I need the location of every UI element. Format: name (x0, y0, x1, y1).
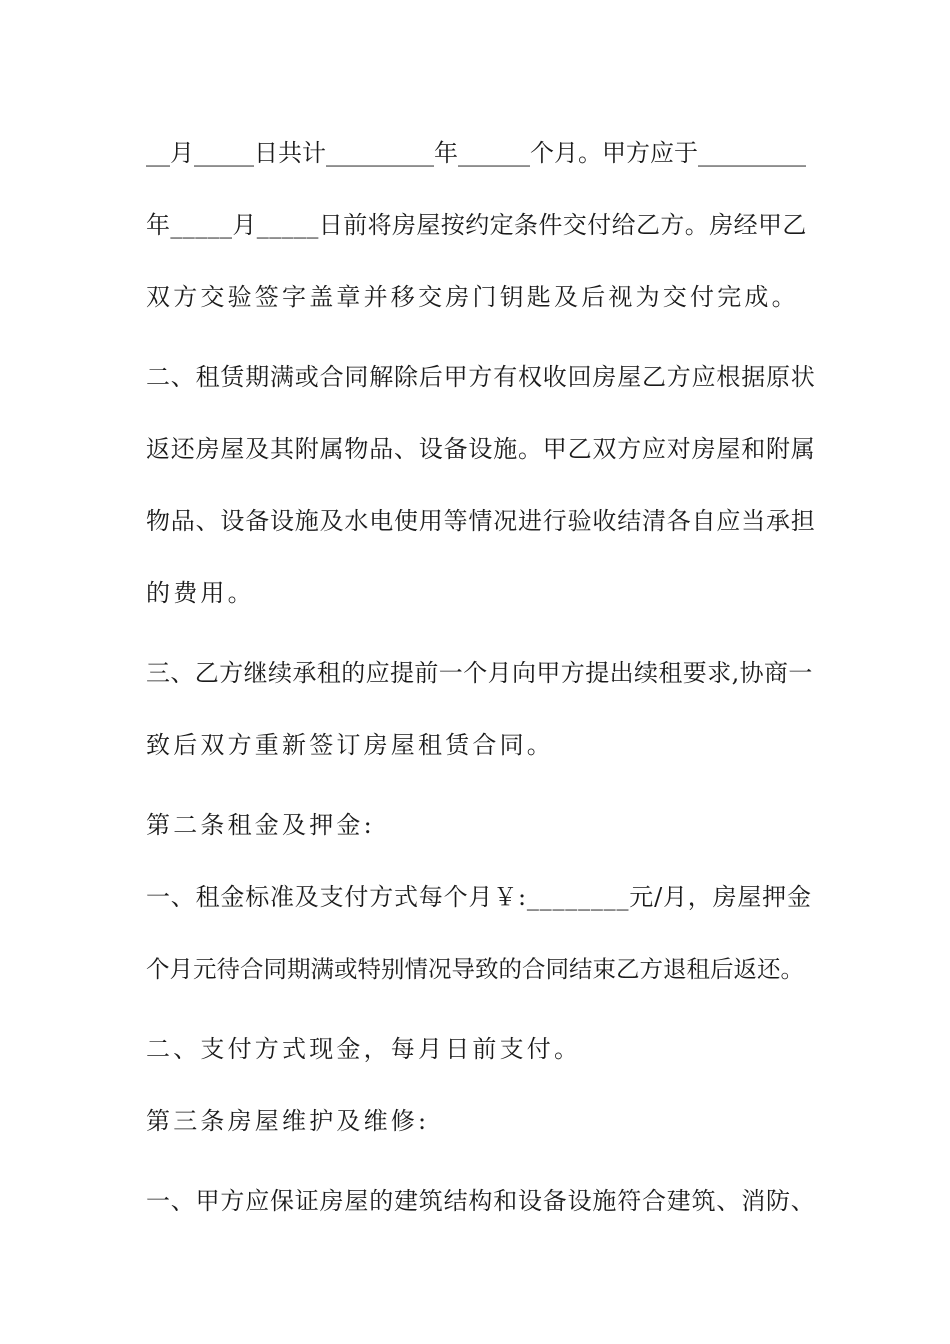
text-line-7: 的费用。 (146, 579, 255, 607)
section-heading-rent: 第二条租金及押金: (146, 811, 375, 839)
text-line-9: 致后双方重新签订房屋租赁合同。 (146, 731, 554, 759)
text-line-6: 物品、设备设施及水电使用等情况进行验收结清各自应当承担 (146, 507, 816, 535)
text-line-11: 一、租金标准及支付方式每个月￥:________元/月，房屋押金 (146, 883, 812, 911)
text-line-3: 双方交验签字盖章并移交房门钥匙及后视为交付完成。 (146, 283, 799, 311)
text-line-15: 一、甲方应保证房屋的建筑结构和设备设施符合建筑、消防、 (146, 1187, 816, 1215)
text-line-13: 二、支付方式现金，每月日前支付。 (146, 1035, 582, 1063)
text-line-4: 二、租赁期满或合同解除后甲方有权收回房屋乙方应根据原状 (146, 363, 816, 391)
text-line-2: 年_____月_____日前将房屋按约定条件交付给乙方。房经甲乙 (146, 211, 807, 239)
text-line-12: 个月元待合同期满或特别情况导致的合同结束乙方退租后返还。 (146, 955, 804, 983)
text-line-5: 返还房屋及其附属物品、设备设施。甲乙双方应对房屋和附属 (146, 435, 816, 463)
text-line-1: __月_____日共计_________年______个月。甲方应于_________ (146, 139, 806, 167)
text-line-8: 三、乙方继续承租的应提前一个月向甲方提出续租要求,协商一 (146, 659, 813, 687)
section-heading-maintenance: 第三条房屋维护及维修: (146, 1107, 430, 1135)
